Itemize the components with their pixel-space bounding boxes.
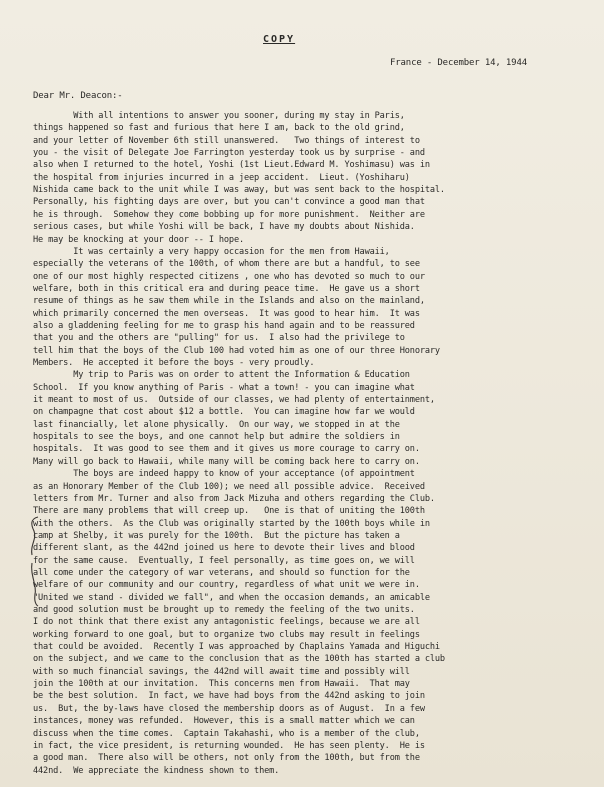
letter-line: My trip to Paris was on order to attent the Information & Education bbox=[33, 370, 410, 381]
letter-line: instances, money was refunded. However, this is a small matter which we can bbox=[33, 716, 415, 727]
letter-line: a good man. There also will be others, not only from the 100th, but from the bbox=[33, 753, 420, 764]
letter-line: also a gladdening feeling for me to grasp his hand again and to be reassured bbox=[33, 320, 415, 331]
letter-line: that you and the others are "pulling" for us. I also had the privilege to bbox=[33, 333, 405, 344]
letter-line: "United we stand - divided we fall", and when the occasion demands, an amicable bbox=[33, 592, 430, 603]
letter-line: things happened so fast and furious that here I am, back to the old grind, bbox=[33, 123, 405, 134]
letter-line: different slant, as the 442nd joined us here to devote their lives and blood bbox=[33, 543, 415, 554]
letter-line: in fact, the vice president, is returning wounded. He has seen plenty. He is bbox=[33, 740, 425, 751]
letter-line: that could be avoided. Recently I was approached by Chaplains Yamada and Higuchi bbox=[33, 642, 440, 653]
dateline: France - December 14, 1944 bbox=[390, 58, 527, 68]
document-title: COPY bbox=[263, 34, 296, 45]
letter-line: one of our most highly respected citizens , one who has devoted so much to our bbox=[33, 271, 425, 282]
letter-line: hospitals. It was good to see them and it gives us more courage to carry on. bbox=[33, 444, 420, 455]
letter-line: it meant to most of us. Outside of our classes, we had plenty of entertainment, bbox=[33, 395, 435, 406]
letter-line: Members. He accepted it before the boys - very proudly. bbox=[33, 358, 315, 368]
letter-line: camp at Shelby, it was purely for the 100th. But the picture has taken a bbox=[33, 530, 400, 541]
letter-line: last financially, let alone physically. On our way, we stopped in at the bbox=[33, 419, 400, 430]
salutation: Dear Mr. Deacon:- bbox=[33, 91, 123, 101]
letter-line: Many will go back to Hawaii, while many will be coming back here to carry on. bbox=[33, 456, 420, 467]
letter-line: welfare, both in this critical era and during peace time. He gave us a short bbox=[33, 283, 420, 294]
letter-line: letters from Mr. Turner and also from Jack Mizuha and others regarding the Club. bbox=[33, 493, 435, 504]
letter-line: working forward to one goal, but to organize two clubs may result in feelings bbox=[33, 629, 420, 640]
letter-line: be the best solution. In fact, we have had boys from the 442nd asking to join bbox=[33, 691, 425, 702]
letter-line: serious cases, but while Yoshi will be back, I have my doubts about Nishida. bbox=[33, 222, 415, 233]
letter-line: I do not think that there exist any antagonistic feelings, because we are all bbox=[33, 617, 420, 628]
letter-line: and your letter of November 6th still unanswered. Two things of interest to bbox=[33, 135, 420, 146]
letter-line: hospitals to see the boys, and one cannot help but admire the soldiers in bbox=[33, 432, 400, 443]
letter-line: It was certainly a very happy occasion for the men from Hawaii, bbox=[33, 246, 390, 257]
letter-line: resume of things as he saw them while in the Islands and also on the mainland, bbox=[33, 296, 425, 307]
letter-line: join the 100th at our invitation. This concerns men from Hawaii. That may bbox=[33, 679, 410, 690]
letter-line: He may be knocking at your door -- I hope. bbox=[33, 234, 245, 245]
letter-line: There are many problems that will creep up. One is that of uniting the 100th bbox=[33, 506, 425, 517]
letter-line: also when I returned to the hotel, Yoshi (1st Lieut.Edward M. Yoshimasu) was in bbox=[33, 160, 430, 171]
letter-line: Personally, his fighting days are over, but you can't convince a good man that bbox=[33, 197, 425, 208]
letter-line: he is through. Somehow they come bobbing up for more punishment. Neither are bbox=[33, 209, 425, 220]
letter-line: With all intentions to answer you sooner, during my stay in Paris, bbox=[33, 111, 405, 121]
letter-line: which primarily concerned the men overseas. It was good to hear him. It was bbox=[33, 308, 420, 319]
letter-line: the hospital from injuries incurred in a jeep accident. Lieut. (Yoshiharu) bbox=[33, 172, 410, 183]
letter-line: discuss when the time comes. Captain Takahashi, who is a member of the club, bbox=[33, 728, 420, 739]
letter-line: you - the visit of Delegate Joe Farrington yesterday took us by surprise - and bbox=[33, 148, 425, 159]
letter-line: with the others. As the Club was originally started by the 100th boys while in bbox=[33, 518, 430, 529]
letter-line: on the subject, and we came to the conclusion that as the 100th has started a club bbox=[33, 654, 445, 665]
letter-line: us. But, the by-laws have closed the membership doors as of August. In a few bbox=[33, 703, 425, 714]
letter-line: tell him that the boys of the Club 100 had voted him as one of our three Honorary bbox=[33, 345, 440, 356]
letter-line: with so much financial savings, the 442nd will await time and possibly will bbox=[33, 666, 410, 677]
letter-line: especially the veterans of the 100th, of whom there are but a handful, to see bbox=[33, 259, 420, 270]
letter-line: Nishida came back to the unit while I was away, but was sent back to the hospital. bbox=[33, 185, 445, 196]
letter-line: and good solution must be brought up to remedy the feeling of the two units. bbox=[33, 605, 415, 615]
letter-line: for the same cause. Eventually, I feel personally, as time goes on, we will bbox=[33, 555, 415, 566]
letter-line: The boys are indeed happy to know of your acceptance (of appointment bbox=[33, 469, 415, 480]
letter-line: School. If you know anything of Paris - what a town! - you can imagine what bbox=[33, 382, 415, 393]
margin-bracket-mark bbox=[28, 515, 40, 607]
letter-line: on champagne that cost about $12 a bottle. You can imagine how far we would bbox=[33, 407, 415, 418]
letter-line: as an Honorary Member of the Club 100); we need all possible advice. Received bbox=[33, 481, 425, 492]
letter-line: 442nd. We appreciate the kindness shown to them. bbox=[33, 765, 280, 776]
letter-line: welfare of our community and our country, regardless of what unit we were in. bbox=[33, 580, 420, 591]
letter-line: all come under the category of war veterans, and should so function for the bbox=[33, 567, 410, 578]
